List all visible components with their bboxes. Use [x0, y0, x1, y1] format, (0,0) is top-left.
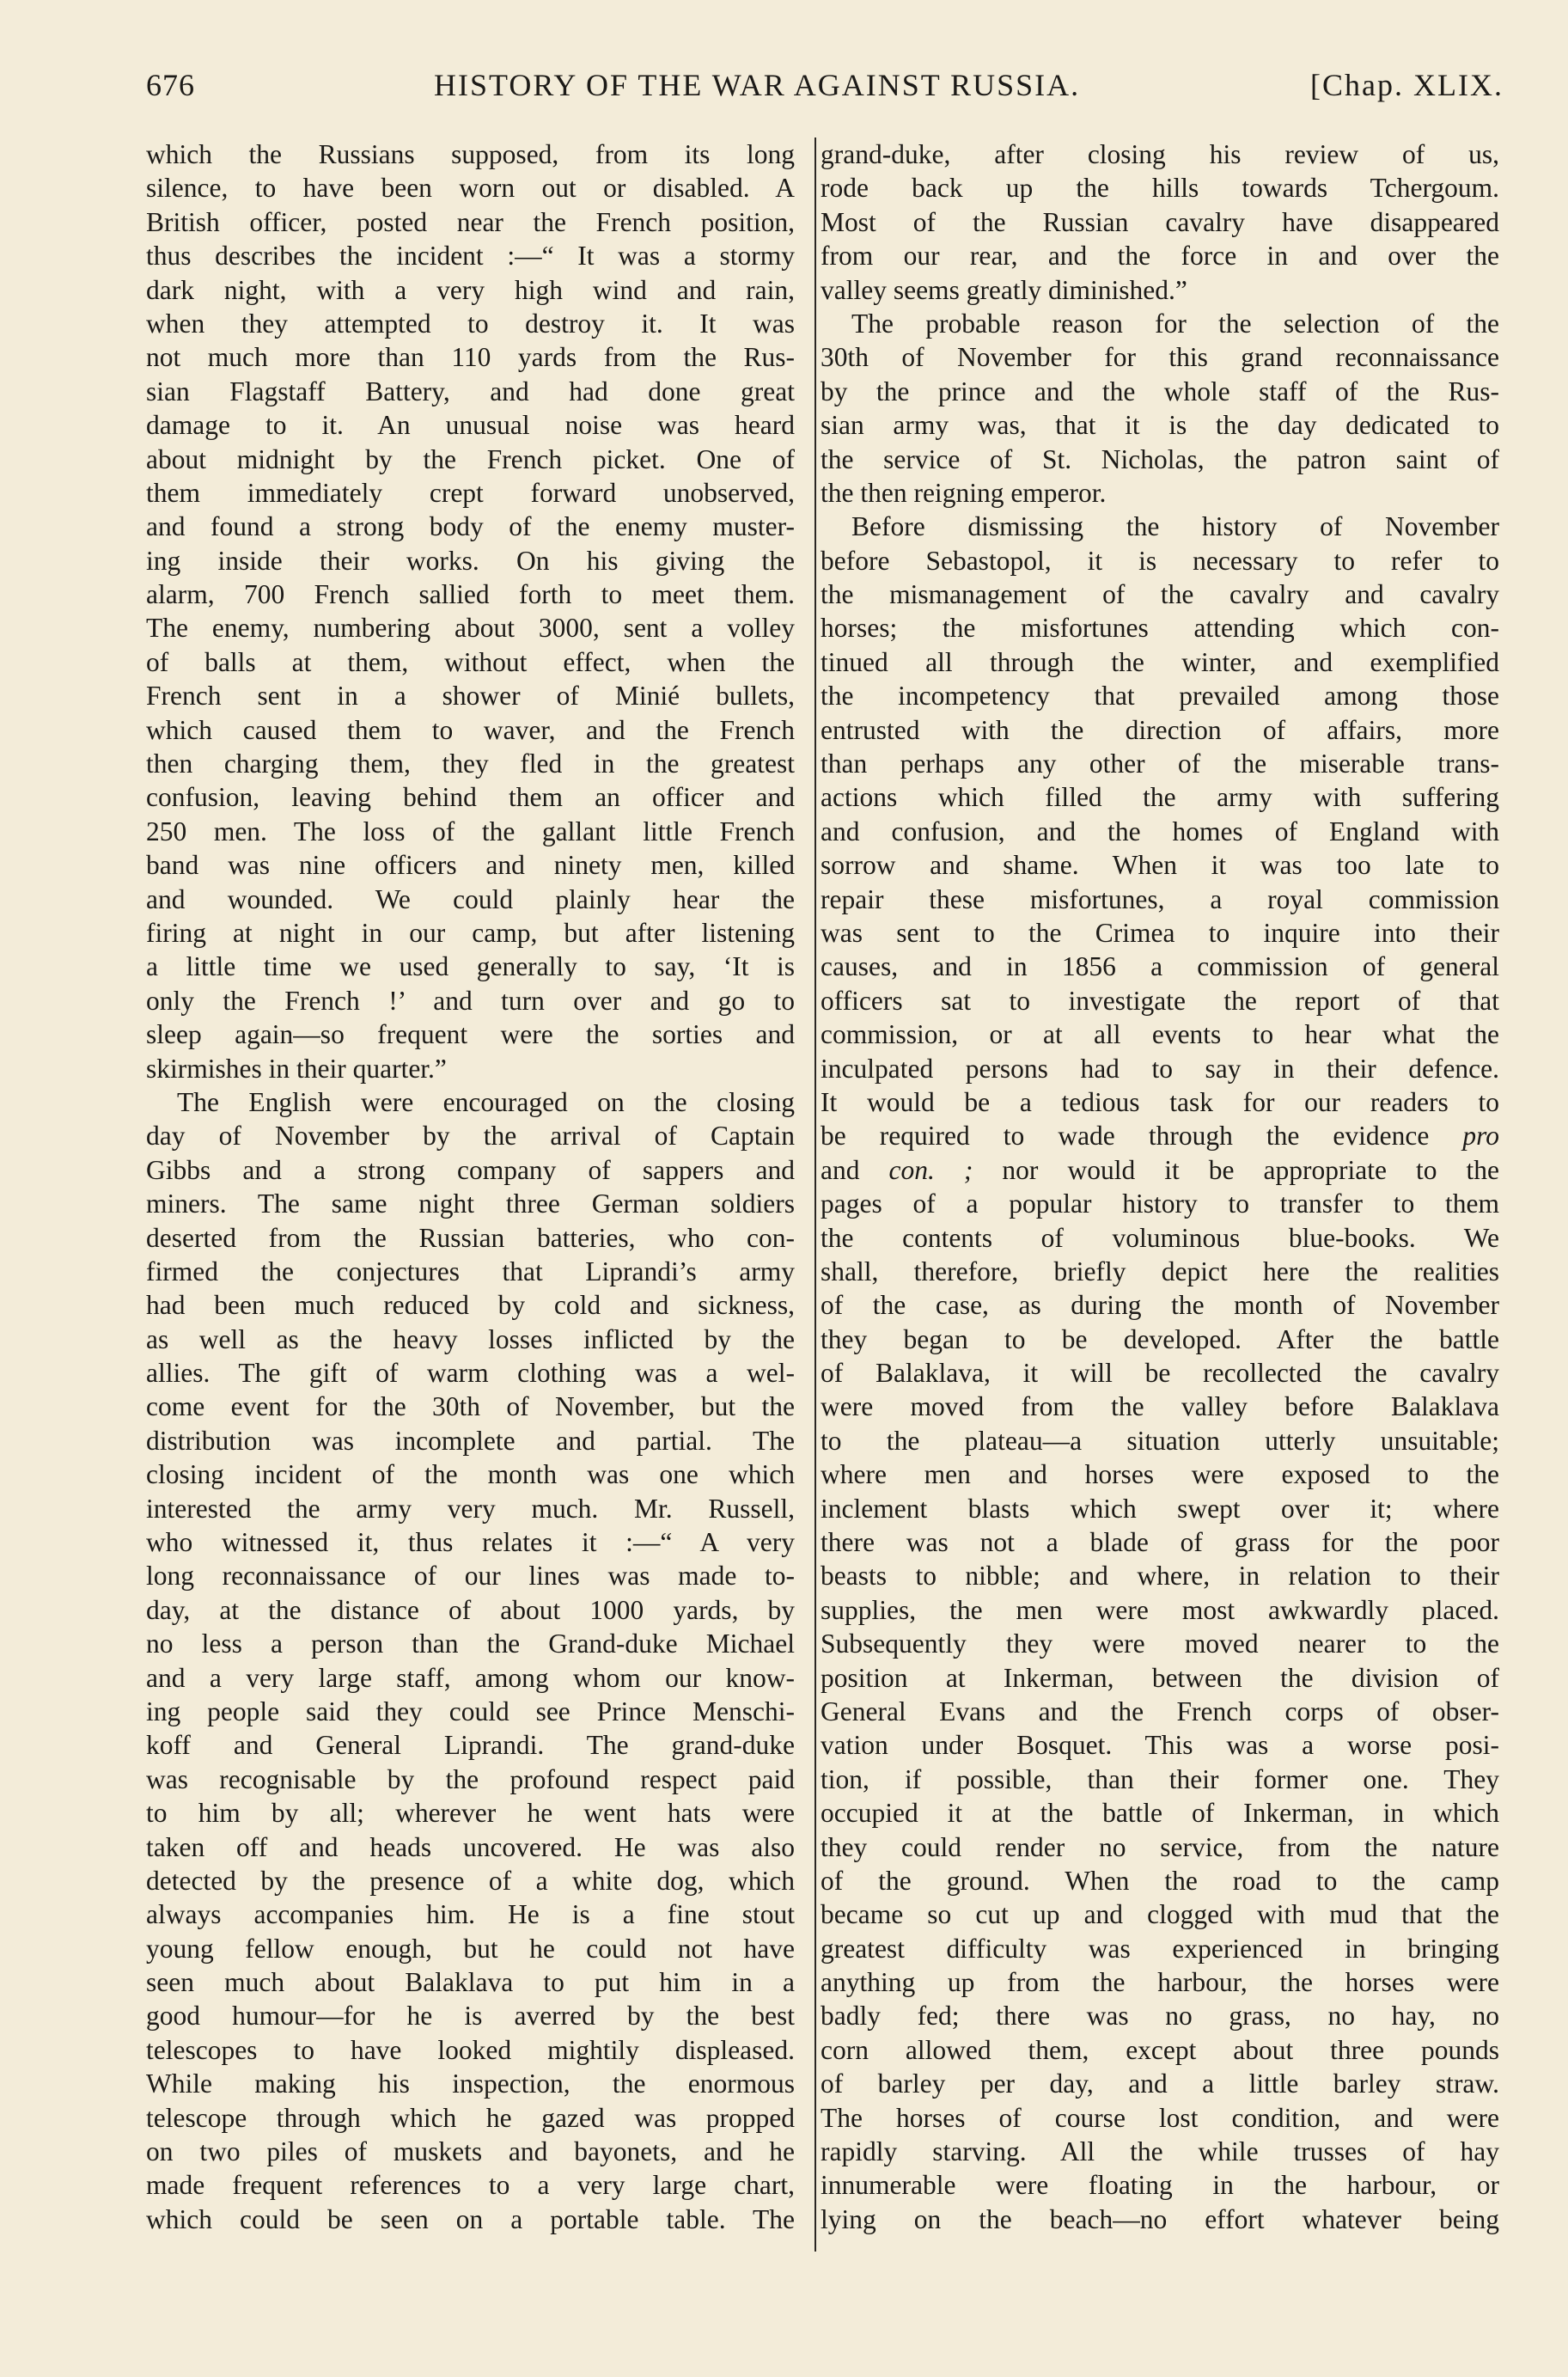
text-line — [146, 916, 795, 950]
line-text: alarm, 700 French sallied forth to meet them. — [146, 579, 795, 610]
text-line — [146, 2135, 795, 2168]
line-text: lying on the beach—no effort whatever being — [821, 2203, 1499, 2234]
line-text: damage to it. An unusual noise was heard — [146, 410, 795, 441]
text-line — [146, 2067, 795, 2100]
line-text: tion, if possible, than their former one. They — [821, 1763, 1499, 1794]
text-line — [146, 1492, 795, 1525]
text-line — [146, 1356, 795, 1390]
line-text: beasts to nibble; and where, in relation to their — [821, 1561, 1499, 1592]
text-line — [146, 1559, 795, 1592]
text-line — [821, 984, 1499, 1017]
text-line — [146, 577, 795, 611]
line-text: were moved from the valley before Balaklava — [821, 1391, 1499, 1422]
line-text: Gibbs and a strong company of sappers and — [146, 1154, 795, 1185]
text-line — [821, 1897, 1499, 1931]
text-line — [821, 205, 1499, 239]
text-line — [146, 1424, 795, 1457]
text-line — [146, 984, 795, 1017]
text-line — [146, 1999, 795, 2032]
text-line — [821, 1932, 1499, 1965]
line-text: by the prince and the whole staff of the Rus- — [821, 376, 1499, 406]
text-line — [821, 950, 1499, 983]
text-line — [821, 611, 1499, 645]
text-line — [146, 679, 795, 712]
line-text: ing inside their works. On his giving the — [146, 545, 795, 576]
column-divider — [815, 137, 816, 2252]
line-text: inclement blasts which swept over it; where — [821, 1493, 1499, 1524]
page-header — [146, 60, 1504, 112]
text-line — [146, 645, 795, 679]
text-line — [821, 645, 1499, 679]
line-text: The enemy, numbering about 3000, sent a volley — [146, 613, 795, 644]
text-line — [821, 1153, 1499, 1187]
line-text: 30th of November for this grand reconnaissance — [821, 342, 1499, 373]
text-line — [146, 510, 795, 543]
line-text: dark night, with a very high wind and rain, — [146, 274, 795, 305]
line-text: to the plateau—a situation utterly unsuitable; — [821, 1425, 1499, 1456]
text-line — [146, 1593, 795, 1627]
line-text: before Sebastopol, it is necessary to refer to — [821, 545, 1499, 576]
line-text: supplies, the men were most awkwardly placed. — [821, 1594, 1499, 1625]
line-text: and wounded. We could plainly hear the — [146, 883, 795, 914]
line-text: which caused them to waver, and the French — [146, 714, 795, 745]
line-text: 250 men. The loss of the gallant little French — [146, 816, 795, 846]
text-line — [821, 1728, 1499, 1762]
line-text: of Balaklava, it will be recollected the cavalry — [821, 1358, 1499, 1389]
text-line — [821, 1525, 1499, 1559]
text-line — [146, 307, 795, 340]
text-line — [146, 1627, 795, 1660]
line-text: silence, to have been worn out or disabled. A — [146, 173, 795, 204]
line-text: they began to be developed. After the battle — [821, 1323, 1499, 1354]
line-text: good humour—for he is averred by the best — [146, 2001, 795, 2032]
text-line — [146, 1763, 795, 1796]
text-line — [821, 273, 1499, 307]
line-text: causes, and in 1856 a commission of general — [821, 951, 1499, 982]
line-text: telescope through which he gazed was propped — [146, 2102, 795, 2133]
line-text: koff and General Liprandi. The grand-duke — [146, 1730, 795, 1761]
text-line — [821, 1457, 1499, 1491]
line-text: who witnessed it, thus relates it :—“ A very — [146, 1527, 795, 1558]
line-text: of barley per day, and a little barley straw. — [821, 2068, 1499, 2099]
line-text: badly fed; there was no grass, no hay, no — [821, 2001, 1499, 2032]
line-text: occupied it at the battle of Inkerman, in which — [821, 1798, 1499, 1829]
text-line — [821, 848, 1499, 882]
text-line — [821, 916, 1499, 950]
text-line — [821, 1288, 1499, 1322]
text-line — [146, 1695, 795, 1728]
text-line — [821, 1424, 1499, 1457]
text-line — [821, 239, 1499, 272]
text-line — [821, 1559, 1499, 1592]
line-text: only the French !’ and turn over and go to — [146, 985, 795, 1016]
line-text: sorrow and shame. When it was too late to — [821, 850, 1499, 881]
line-text: innumerable were floating in the harbour, or — [821, 2170, 1499, 2201]
text-line — [146, 1085, 795, 1119]
text-line — [821, 1119, 1499, 1152]
line-text: interested the army very much. Mr. Russell, — [146, 1493, 795, 1524]
line-text: inculpated persons had to say in their defence. — [821, 1053, 1499, 1084]
line-text: It would be a tedious task for our readers to — [821, 1086, 1499, 1117]
line-text: became so cut up and clogged with mud that the — [821, 1899, 1499, 1930]
text-line — [821, 1255, 1499, 1288]
line-text: taken off and heads uncovered. He was also — [146, 1831, 795, 1862]
line-text: and a very large staff, among whom our know- — [146, 1662, 795, 1693]
text-line — [146, 1052, 795, 1085]
text-line — [821, 443, 1499, 476]
line-text: French sent in a shower of Minié bullets, — [146, 681, 795, 712]
line-text: Most of the Russian cavalry have disappeared — [821, 206, 1499, 237]
text-line — [821, 340, 1499, 374]
line-text: from our rear, and the force in and over the — [821, 241, 1499, 272]
line-text: the mismanagement of the cavalry and cavalry — [821, 579, 1499, 610]
line-text: then charging them, they fled in the greatest — [146, 749, 795, 779]
line-text-tail: nor would it be appropriate to the — [973, 1154, 1499, 1185]
text-line — [821, 2203, 1499, 2236]
text-line — [821, 544, 1499, 577]
text-line — [821, 375, 1499, 408]
text-line — [146, 340, 795, 374]
line-text: actions which filled the army with suffering — [821, 782, 1499, 813]
line-text: which could be seen on a portable table. The — [146, 2203, 795, 2234]
line-text: and confusion, and the homes of England with — [821, 816, 1499, 846]
text-line — [146, 1728, 795, 1762]
text-line — [821, 713, 1499, 747]
text-line — [146, 2168, 795, 2202]
text-line — [146, 137, 795, 171]
line-text: on two piles of muskets and bayonets, and he — [146, 2136, 795, 2167]
text-line — [146, 2203, 795, 2236]
line-text: made frequent references to a very large chart, — [146, 2170, 795, 2201]
text-line — [821, 408, 1499, 442]
text-line — [821, 1323, 1499, 1356]
line-text: the then reigning emperor. — [821, 477, 1107, 508]
italic-text: con. ; — [888, 1154, 973, 1185]
text-line — [821, 1627, 1499, 1660]
text-line — [821, 883, 1499, 916]
text-line — [146, 1153, 795, 1187]
right-text-column — [821, 137, 1499, 2236]
text-line — [146, 1830, 795, 1864]
text-line — [146, 544, 795, 577]
text-line — [821, 1052, 1499, 1085]
line-text: had been much reduced by cold and sickness, — [146, 1290, 795, 1321]
text-line — [146, 1796, 795, 1830]
line-text: of balls at them, without effect, when the — [146, 646, 795, 677]
line-text: The English were encouraged on the closing — [177, 1086, 795, 1117]
text-line — [821, 510, 1499, 543]
line-text: the service of St. Nicholas, the patron saint of — [821, 443, 1499, 474]
text-line — [146, 1255, 795, 1288]
line-text: rapidly starving. All the while trusses of hay — [821, 2136, 1499, 2167]
line-text: The horses of course lost condition, and were — [821, 2102, 1499, 2133]
text-line — [821, 2135, 1499, 2168]
text-line — [146, 205, 795, 239]
line-text: young fellow enough, but he could not have — [146, 1933, 795, 1964]
text-line — [821, 137, 1499, 171]
text-line — [821, 679, 1499, 712]
line-text: come event for the 30th of November, but the — [146, 1391, 795, 1422]
line-text: than perhaps any other of the miserable trans- — [821, 749, 1499, 779]
chapter-label: [Chap. XLIX. — [1310, 68, 1504, 102]
text-line — [146, 443, 795, 476]
text-line — [146, 1288, 795, 1322]
text-line — [821, 2101, 1499, 2135]
line-text: sian Flagstaff Battery, and had done great — [146, 376, 795, 406]
text-line — [146, 1390, 795, 1423]
text-line — [146, 1661, 795, 1695]
line-text: vation under Bosquet. This was a worse posi- — [821, 1730, 1499, 1761]
text-line — [146, 1017, 795, 1051]
line-text: tinued all through the winter, and exemplified — [821, 646, 1499, 677]
line-text: telescopes to have looked mightily displeased. — [146, 2034, 795, 2065]
text-line — [146, 1187, 795, 1220]
line-text: repair these misfortunes, a royal commission — [821, 883, 1499, 914]
text-line — [821, 1221, 1499, 1255]
text-line — [146, 1221, 795, 1255]
line-text: sian army was, that it is the day dedicated to — [821, 410, 1499, 441]
italic-text: pro — [1462, 1121, 1500, 1152]
line-text: always accompanies him. He is a fine stout — [146, 1899, 795, 1930]
line-text: pages of a popular history to transfer to them — [821, 1188, 1499, 1219]
text-line — [821, 307, 1499, 340]
text-line — [146, 1323, 795, 1356]
text-line — [821, 2168, 1499, 2202]
line-text: position at Inkerman, between the division of — [821, 1662, 1499, 1693]
line-text: rode back up the hills towards Tchergoum. — [821, 173, 1499, 204]
text-line — [146, 1525, 795, 1559]
line-text: valley seems greatly diminished.” — [821, 274, 1187, 305]
text-line — [146, 239, 795, 272]
line-text: and — [821, 1154, 860, 1185]
text-line — [146, 713, 795, 747]
line-text: skirmishes in their quarter.” — [146, 1053, 447, 1084]
line-text: day of November by the arrival of Captain — [146, 1121, 795, 1152]
line-text: day, at the distance of about 1000 yards, by — [146, 1594, 795, 1625]
line-text: of the ground. When the road to the camp — [821, 1865, 1499, 1896]
line-text: commission, or at all events to hear what the — [821, 1019, 1499, 1050]
line-text: firing at night in our camp, but after listening — [146, 917, 795, 948]
text-line — [821, 2067, 1499, 2100]
line-text: when they attempted to destroy it. It was — [146, 308, 795, 339]
text-line — [821, 780, 1499, 814]
line-text: While making his inspection, the enormous — [146, 2068, 795, 2099]
text-line — [821, 171, 1499, 205]
running-title: HISTORY OF THE WAR AGAINST RUSSIA. — [434, 68, 1081, 102]
text-line — [821, 1390, 1499, 1423]
text-line — [146, 883, 795, 916]
text-line — [146, 747, 795, 780]
text-line — [146, 780, 795, 814]
line-text: General Evans and the French corps of obser- — [821, 1696, 1499, 1726]
line-text: of the case, as during the month of November — [821, 1290, 1499, 1321]
line-text: band was nine officers and ninety men, killed — [146, 850, 795, 881]
text-line — [146, 1965, 795, 1999]
line-text: deserted from the Russian batteries, who con- — [146, 1222, 795, 1253]
line-text: ing people said they could see Prince Menschi- — [146, 1696, 795, 1726]
line-text: was sent to the Crimea to inquire into their — [821, 917, 1499, 948]
line-text: distribution was incomplete and partial. The — [146, 1425, 795, 1456]
text-line — [821, 1864, 1499, 1897]
line-text: to him by all; wherever he went hats were — [146, 1798, 795, 1829]
text-line — [821, 1085, 1499, 1119]
line-text: which the Russians supposed, from its long — [146, 139, 795, 169]
line-text: British officer, posted near the French position, — [146, 206, 795, 237]
text-line — [146, 1864, 795, 1897]
text-line — [821, 1763, 1499, 1796]
text-line — [821, 815, 1499, 848]
text-line — [146, 408, 795, 442]
text-line — [146, 1119, 795, 1152]
line-text: there was not a blade of grass for the poor — [821, 1527, 1499, 1558]
text-line — [146, 815, 795, 848]
text-line — [146, 1897, 795, 1931]
line-text: thus describes the incident :—“ It was a stormy — [146, 241, 795, 272]
line-text: The probable reason for the selection of the — [851, 308, 1499, 339]
line-text: the contents of voluminous blue-books. We — [821, 1222, 1499, 1253]
text-line — [821, 1492, 1499, 1525]
line-text: and found a strong body of the enemy muster- — [146, 511, 795, 542]
line-text: miners. The same night three German soldiers — [146, 1188, 795, 1219]
line-text: long reconnaissance of our lines was made to- — [146, 1561, 795, 1592]
line-text: confusion, leaving behind them an officer and — [146, 782, 795, 813]
text-line — [146, 476, 795, 510]
line-text: allies. The gift of warm clothing was a wel- — [146, 1358, 795, 1389]
page-number: 676 — [146, 68, 195, 102]
text-line — [821, 1999, 1499, 2032]
line-text: firmed the conjectures that Liprandi’s army — [146, 1256, 795, 1286]
text-line — [821, 1661, 1499, 1695]
line-text: corn allowed them, except about three pounds — [821, 2034, 1499, 2065]
line-text: sleep again—so frequent were the sorties and — [146, 1019, 795, 1050]
line-text: horses; the misfortunes attending which con- — [821, 613, 1499, 644]
text-line — [821, 1187, 1499, 1220]
line-text: the incompetency that prevailed among those — [821, 681, 1499, 712]
text-line — [821, 747, 1499, 780]
text-line — [821, 1830, 1499, 1864]
text-line — [821, 2033, 1499, 2067]
text-line — [146, 273, 795, 307]
line-text: anything up from the harbour, the horses were — [821, 1967, 1499, 1998]
line-text: Before dismissing the history of November — [851, 511, 1499, 542]
line-text: closing incident of the month was one which — [146, 1459, 795, 1490]
line-text: a little time we used generally to say, ‘It is — [146, 951, 795, 982]
text-line — [146, 375, 795, 408]
line-text: shall, therefore, briefly depict here the realities — [821, 1256, 1499, 1286]
line-text: not much more than 110 yards from the Rus- — [146, 342, 795, 373]
text-line — [146, 848, 795, 882]
text-line — [146, 1932, 795, 1965]
line-text: entrusted with the direction of affairs, more — [821, 714, 1499, 745]
text-line — [146, 1457, 795, 1491]
text-line — [821, 476, 1499, 510]
line-text: Subsequently they were moved nearer to the — [821, 1628, 1499, 1659]
text-line — [821, 1695, 1499, 1728]
text-line — [821, 1965, 1499, 1999]
line-text: seen much about Balaklava to put him in a — [146, 1967, 795, 1998]
line-text: as well as the heavy losses inflicted by the — [146, 1323, 795, 1354]
line-text: about midnight by the French picket. One of — [146, 443, 795, 474]
line-text: no less a person than the Grand-duke Michael — [146, 1628, 795, 1659]
line-text: officers sat to investigate the report of that — [821, 985, 1499, 1016]
line-text: them immediately crept forward unobserved, — [146, 477, 795, 508]
line-text: grand-duke, after closing his review of us, — [821, 139, 1499, 169]
line-text: greatest difficulty was experienced in bringing — [821, 1933, 1499, 1964]
text-line — [146, 611, 795, 645]
text-line — [821, 577, 1499, 611]
text-line — [146, 2033, 795, 2067]
line-text: detected by the presence of a white dog, which — [146, 1865, 795, 1896]
text-line — [821, 1017, 1499, 1051]
line-text: be required to wade through the evidence — [821, 1121, 1430, 1152]
text-line — [821, 1796, 1499, 1830]
line-text: they could render no service, from the nature — [821, 1831, 1499, 1862]
text-line — [146, 950, 795, 983]
line-text: where men and horses were exposed to the — [821, 1459, 1499, 1490]
text-line — [821, 1356, 1499, 1390]
line-text: was recognisable by the profound respect paid — [146, 1763, 795, 1794]
text-line — [821, 1593, 1499, 1627]
left-text-column — [146, 137, 795, 2236]
text-line — [146, 171, 795, 205]
text-line — [146, 2101, 795, 2135]
